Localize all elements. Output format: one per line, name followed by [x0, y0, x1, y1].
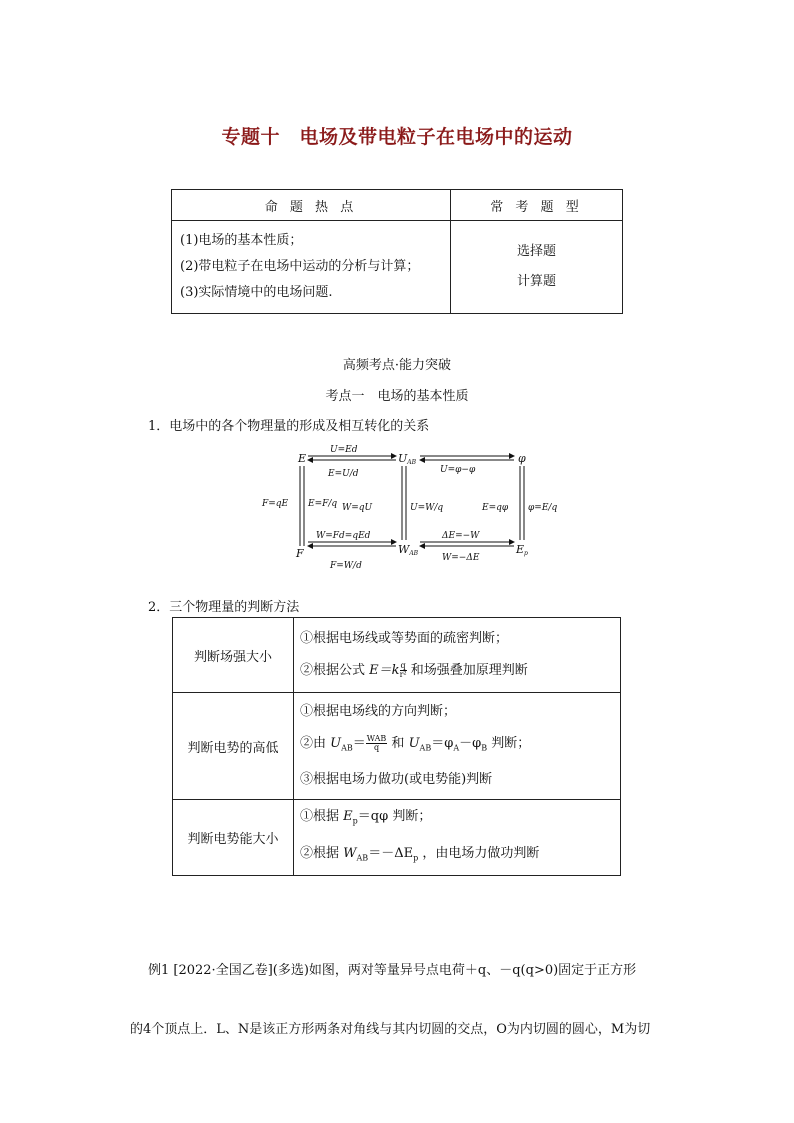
- node-phi: φ: [518, 452, 526, 465]
- method-content: [294, 618, 621, 693]
- method-line: ②由 $U_{AB}=$ $\frac{\text{WAB}}{q}$ 和 $U_{AB}=\varphi_A-\varphi_B$ 判断；: [300, 733, 531, 753]
- method-content: [294, 693, 621, 800]
- hotspot-item: (1)电场的基本性质；: [180, 233, 303, 248]
- label-U-Ed: U=Ed: [330, 445, 358, 455]
- label-U-W-q: U=W/q: [410, 503, 444, 513]
- label-phi-Ep-q: φ=E/q: [528, 503, 558, 513]
- header-hotspots: 命 题 热 点: [172, 190, 451, 221]
- relation-diagram: [260, 440, 570, 580]
- hotspot-item: (3)实际情境中的电场问题.: [180, 285, 333, 300]
- method-label: 判断电势的高低: [173, 693, 294, 800]
- node-WAB: WAB: [398, 543, 419, 557]
- method-line: ②根据公式 E＝k $\frac{q}{\text{r²}}$ 和场强叠加原理判断: [300, 661, 528, 679]
- section-title: 高频考点·能力突破: [342, 358, 452, 373]
- item1-heading: 1．电场中的各个物理量的形成及相互转化的关系: [148, 419, 430, 434]
- label-E-U-d: E=U/d: [328, 469, 359, 479]
- label-Ep-qphi: E=qφ: [482, 503, 509, 513]
- method-line: ①根据电场线的方向判断；: [300, 703, 457, 719]
- label-F-qE: F=qE: [262, 499, 289, 509]
- hotspots-cell: [172, 221, 451, 314]
- method-line: ②根据 $W_{AB}=-\Delta E_p$ ，由电场力做功判断: [300, 845, 540, 863]
- node-Ep: Ep: [516, 543, 528, 557]
- example-line-2: 的4个顶点上．L、N是该正方形两条对角线与其内切圆的交点，O为内切圆的圆心，M为切: [130, 1022, 651, 1037]
- overview-table: [171, 189, 623, 314]
- label-dEp: ΔE=−W: [442, 531, 480, 541]
- hotspot-item: (2)带电粒子在电场中运动的分析与计算；: [180, 259, 420, 274]
- method-label: 判断场强大小: [173, 618, 294, 693]
- types-cell: [451, 221, 623, 314]
- type-item: 选择题: [516, 244, 556, 259]
- label-U-phi: U=φ−φ: [440, 465, 476, 475]
- method-content: [294, 800, 621, 876]
- label-W-dEp: W=−ΔE: [442, 553, 480, 563]
- label-W-Fd: W=Fd=qEd: [316, 531, 371, 541]
- item2-heading: 2．三个物理量的判断方法: [148, 600, 300, 615]
- method-label: 判断电势能大小: [173, 800, 294, 876]
- label-W-qU: W=qU: [342, 503, 373, 513]
- node-UAB: UAB: [398, 452, 417, 466]
- header-types: 常 考 题 型: [451, 190, 623, 221]
- method-line: ①根据 $E_p=q\varphi$ 判断；: [300, 809, 432, 826]
- type-item: 计算题: [516, 274, 556, 289]
- example-line-1: 例1 [2022·全国乙卷](多选)如图，两对等量异号点电荷＋q、－q(q>0)固定于正方形: [148, 963, 637, 978]
- node-F: F: [296, 547, 304, 560]
- label-E-F-q: E=F/q: [308, 499, 338, 509]
- methods-table: [172, 617, 621, 876]
- page-title: 专题十 电场及带电粒子在电场中的运动: [221, 126, 573, 148]
- label-F-W-d: F=W/d: [330, 561, 362, 571]
- node-E: E: [298, 452, 307, 465]
- point-title: 考点一 电场的基本性质: [325, 389, 469, 404]
- method-line: ③根据电场力做功(或电势能)判断: [300, 772, 493, 788]
- method-line: ①根据电场线或等势面的疏密判断；: [300, 631, 509, 646]
